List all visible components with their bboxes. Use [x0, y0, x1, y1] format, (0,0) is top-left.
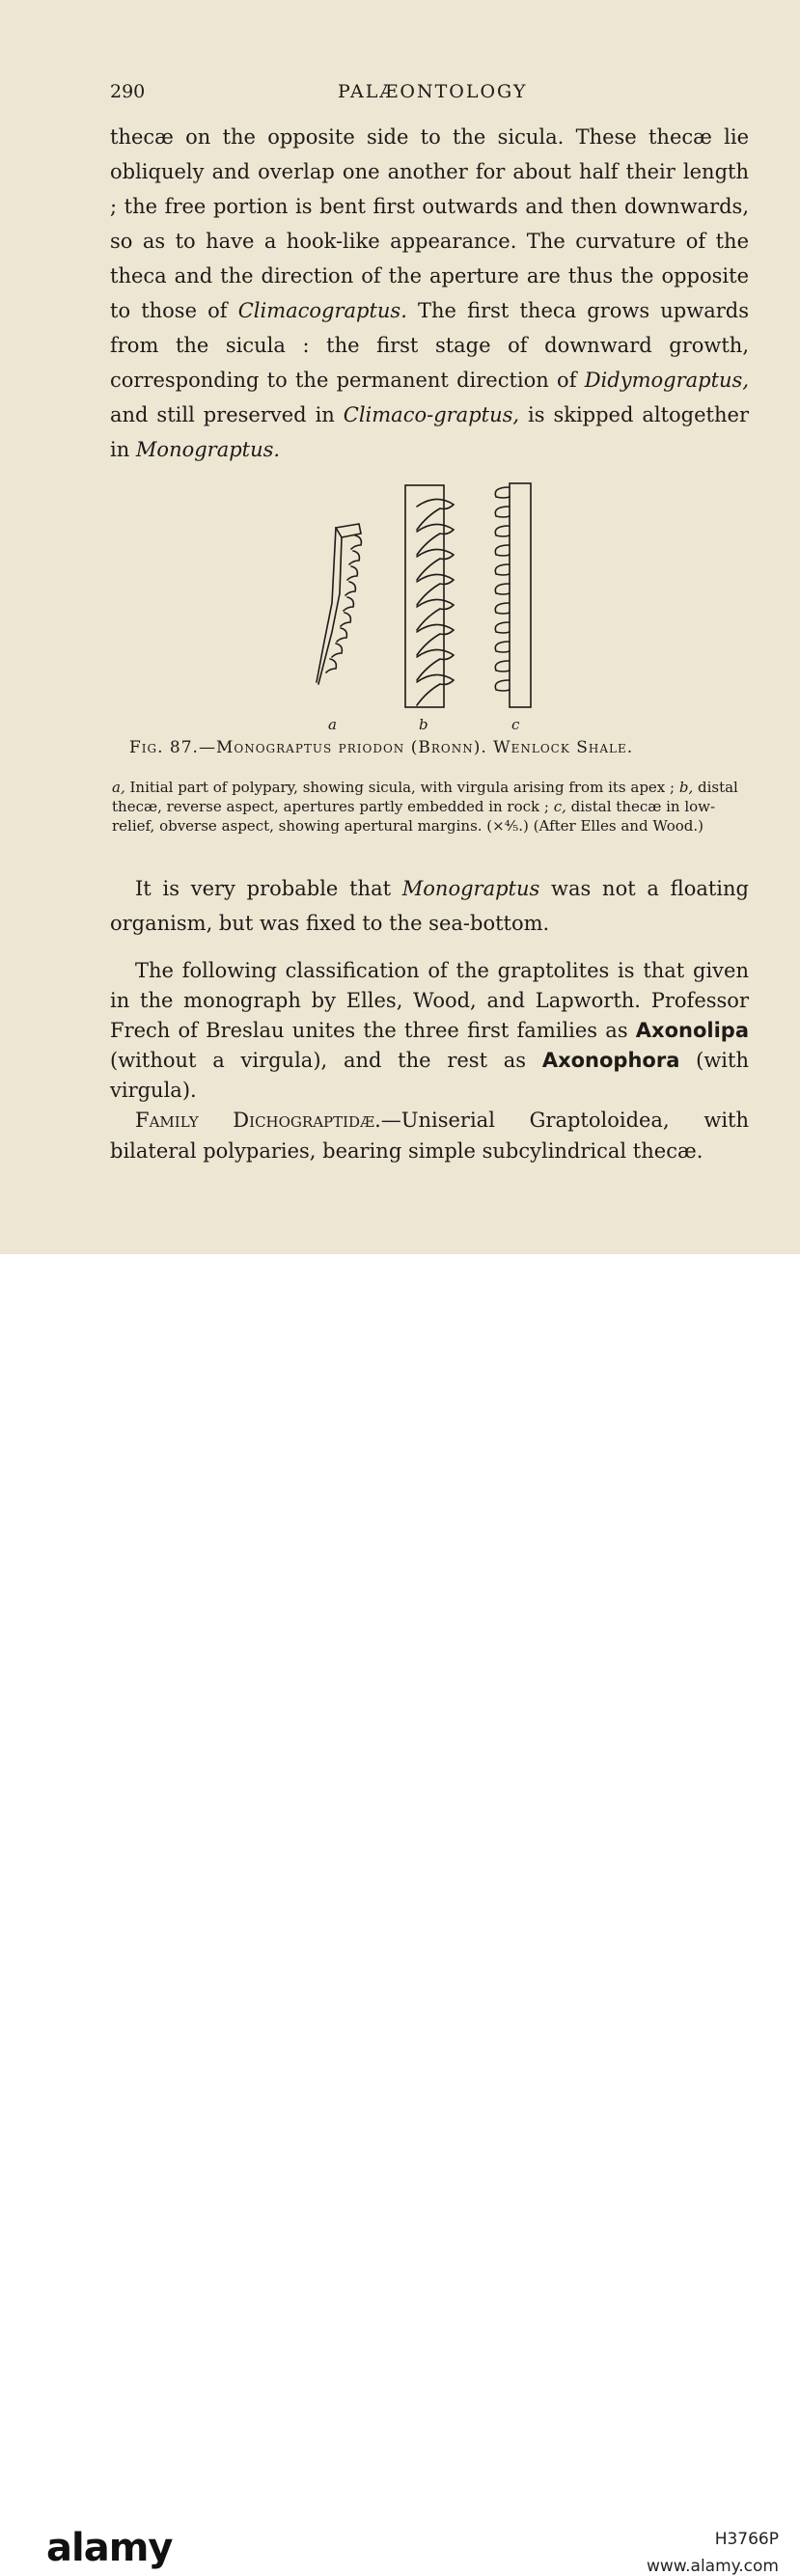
- para1-italic-3: Climaco-graptus,: [343, 403, 520, 426]
- figure-caption: Fig. 87.—Monograptus priodon (Bronn). Wenlock Shale.: [129, 738, 634, 757]
- para3-bold-axonophora: Axonophora: [541, 1049, 680, 1072]
- para1-text-3: and still preserved in: [110, 403, 344, 426]
- paragraph-2: [110, 871, 749, 941]
- legend-key-b: b,: [678, 779, 694, 796]
- para3-text-2: (without a virgula), and the rest as: [110, 1049, 542, 1072]
- para3-text-3: (with virgula).: [110, 1049, 749, 1102]
- para3-text-1: The following classification of the graptolites is that given in the monograph by Elles, Wood, and Lapworth. Professor Frech of Breslau unites the three first families as: [110, 959, 749, 1042]
- running-title: PALÆONTOLOGY: [338, 81, 528, 102]
- para3-bold-axonolipa: Axonolipa: [635, 1019, 749, 1042]
- figure-87-illustration: [299, 478, 550, 738]
- figure-label-a: a: [328, 716, 337, 733]
- site-url: www.alamy.com: [646, 2557, 779, 2576]
- brand-logo: alamy: [46, 2526, 173, 2570]
- para1-italic-4: Monograptus.: [135, 438, 281, 461]
- para4-text: —Uniserial Graptoloidea, with bilateral polyparies, bearing simple subcylindrical thecæ.: [110, 1109, 749, 1163]
- para1-text-2: The first theca grows upwards from the sicula : the first stage of downward growth, corresponding to the permanent direction of: [110, 299, 749, 392]
- image-id: H3766P: [714, 2530, 779, 2549]
- legend-key-c: c,: [553, 798, 566, 815]
- para1-italic-1: Climacograptus.: [237, 299, 407, 322]
- paragraph-3: [110, 956, 749, 1106]
- family-heading: Family Dichograptidæ.: [135, 1109, 381, 1132]
- book-page: [0, 0, 800, 1254]
- para1-text-4: is skipped altogether in: [110, 403, 749, 461]
- para1-italic-2: Didymograptus,: [584, 369, 749, 392]
- page-number: 290: [110, 81, 146, 102]
- legend-text-a: Initial part of polypary, showing sicula, with virgula arising from its apex ;: [124, 779, 679, 796]
- figure-label-c: c: [511, 716, 520, 733]
- legend-key-a: a,: [112, 779, 125, 796]
- figure-label-b: b: [419, 716, 428, 733]
- watermark-footer: [0, 1254, 800, 2576]
- page-header: [110, 81, 747, 108]
- para2-text-1: It is very probable that: [135, 877, 402, 900]
- legend-text-b: distal thecæ, reverse aspect, apertures partly embedded in rock ;: [112, 779, 738, 815]
- paragraph-1: [110, 120, 749, 467]
- para2-italic-1: Monograptus: [401, 877, 540, 900]
- figure-c-drawing: [495, 483, 531, 707]
- para2-text-2: was not a floating organism, but was fixed to the sea-bottom.: [110, 877, 749, 935]
- figure-legend: [112, 778, 749, 836]
- legend-text-c: distal thecæ in low-relief, obverse aspect, showing apertural margins. (×⅘.) (After Elles and Wood.): [112, 798, 716, 835]
- figure-b-drawing: [405, 485, 454, 707]
- figure-a-drawing: [317, 524, 361, 684]
- para1-text-1: thecæ on the opposite side to the sicula. These thecæ lie obliquely and overlap one another for about half their length ; the free portion is bent first outwards and then downwards, so as to have a hook-like appearance. The curvature of the theca and the direction of the aperture are thus the opposite to those of: [110, 125, 749, 322]
- paragraph-4: [110, 1105, 749, 1166]
